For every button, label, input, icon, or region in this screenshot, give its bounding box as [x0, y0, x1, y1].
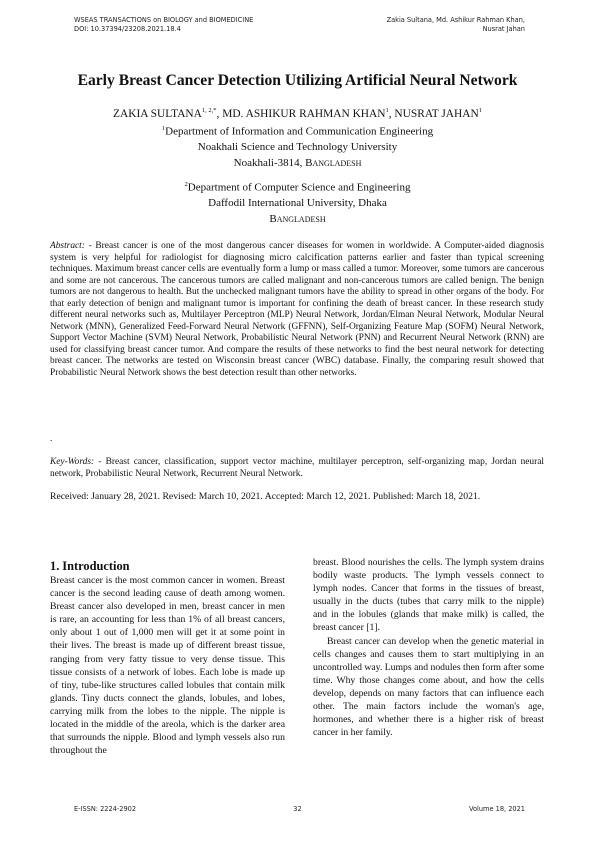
keywords-label: Key-Words: [50, 457, 95, 467]
running-header-left [74, 16, 253, 34]
keywords-text: - Breast cancer, classification, support vector machine, multilayer perceptron, self-organizing map, Jordan neural network, Probabilistic Neural Network, Recurrent Neural Network. [50, 457, 544, 479]
intro-paragraph-1: Breast cancer is the most common cancer in women. Breast cancer is the second leading cause of death among women. Breast cancer also developed in men, breast cancer in men is rare, an accounting for less than 1% of all breast cancers, only about 1 out of 1,000 men will get it at some point in their lives. The breast is made up of different breast tissue, ranging from very fatty tissue to very dense tissue. This tissue consists of a network of lobes. Each lobe is made up of tiny, tube-like structures called lobules that contain milk glands. Tiny ducts connect the glands, lobules, and lobes, carrying milk from the lobes to the nipple. The nipple is located in the middle of the areola, which is the darker area that surrounds the nipple. Blood and lymph vessels also run throughout the [50, 575, 285, 757]
footer-page-number: 32 [293, 805, 302, 813]
affiliation-2-sup: 2 [184, 181, 188, 188]
affiliation-1-country: Bangladesh [305, 156, 362, 169]
abstract [50, 241, 544, 379]
author-3-sup: 1 [478, 107, 482, 114]
affiliation-2-dept: Department of Computer Science and Engineering [187, 181, 411, 194]
affiliation-2-univ: Daffodil International University, Dhaka [208, 197, 387, 210]
header-authors-line1: Zakia Sultana, Md. Ashikur Rahman Khan, [386, 16, 525, 24]
journal-name: WSEAS TRANSACTIONS on BIOLOGY and BIOMEDICINE [74, 16, 254, 24]
affiliation-1-dept: Department of Information and Communication Engineering [165, 125, 434, 138]
affiliation-1-city: Noakhali-3814, [233, 156, 306, 169]
abstract-text: - Breast cancer is one of the most dangerous cancer diseases for women in worldwide. A Computer-aided diagnosis system is very helpful for radiologist for diagnosing micro calcification patterns earlier and faster than typical screening techniques. Maximum breast cancer cells are eventually form a lump or mass called a tumor. Moreover, some tumors are cancerous and some are not cancerous. The cancerous tumors are called malignant and non-cancerous tumors are called benign. The benign tumors are not dangerous to health. But the unchecked malignant tumors have the ability to spread in other organs of the body. For that early detection of benign and malignant tumor is important for confining the death of breast cancer. In these research study different neural networks such as, Multilayer Perceptron (MLP) Neural Network, Jordan/Elman Neural Network, Modular Neural Network (MNN), Generalized Feed-Forward Neural Network (GFFNN), Self-Organizing Feature Map (SOFM) Neural Network, Support Vector Machine (SVM) Neural Network, Probabilistic Neural Network (PNN) and Recurrent Neural Network (RNN) are used for classifying breast cancer tumor. And compare the results of these networks to find the best neural network for detecting breast cancer. The networks are tested on Wisconsin breast cancer (WBC) database. Finally, the comparing result showed that Probabilistic Neural Network shows the best detection result than other networks. [50, 241, 544, 378]
intro-paragraph-2: Breast cancer can develop when the genetic material in cells changes and causes them to start multiplying in an uncontrolled way. Lumps and nodules then form after some time. Why those changes come about, and how the cells develop, depends on many factors that can influence each other. The main factors include the woman's age, hormones, and whether there is a higher risk of breast cancer in her family. [313, 635, 545, 739]
stray-dot: . [50, 434, 53, 444]
section-number: 1. [50, 559, 60, 573]
header-authors-line2: Nusrat Jahan [482, 25, 525, 33]
affiliation-2 [0, 177, 595, 227]
intro-paragraph-1-cont: breast. Blood nourishes the cells. The lymph system drains bodily waste products. The lymph vessels connect to lymph nodes. Cancer that forms in the tissues of breast, usually in the ducts (tubes that carry milk to the nipple) and in the lobules (glands that make milk) is called, the breast cancer [1]. [313, 557, 544, 634]
affiliation-2-country: Bangladesh [269, 212, 326, 225]
running-header-right [387, 16, 525, 34]
affiliation-1-sup: 1 [161, 125, 166, 132]
right-column [313, 556, 544, 739]
footer-issn: E-ISSN: 2224-2902 [74, 805, 137, 813]
section-title: Introduction [62, 559, 130, 573]
author-2-sup: 1 [385, 107, 389, 114]
author-1: ZAKIA SULTANA [113, 107, 202, 120]
left-column [50, 574, 285, 757]
author-1-sup: 1, 2,* [201, 107, 217, 114]
doi: DOI: 10.37394/23208.2021.18.4 [74, 25, 181, 33]
paper-title: Early Breast Cancer Detection Utilizing Artificial Neural Network [77, 72, 518, 89]
affiliation-1-univ: Noakhali Science and Technology University [197, 141, 398, 154]
keywords [50, 457, 544, 480]
author-list [0, 107, 595, 120]
author-2: , MD. ASHIKUR RAHMAN KHAN [216, 107, 386, 120]
author-3: , NUSRAT JAHAN [388, 107, 479, 120]
dates-line: Received: January 28, 2021. Revised: March 10, 2021. Accepted: March 12, 2021. Published: March 18, 2021. [50, 491, 481, 502]
abstract-label: Abstract: [50, 241, 85, 251]
affiliation-1 [0, 121, 595, 171]
footer-volume: Volume 18, 2021 [469, 805, 525, 813]
section-heading [50, 559, 130, 574]
